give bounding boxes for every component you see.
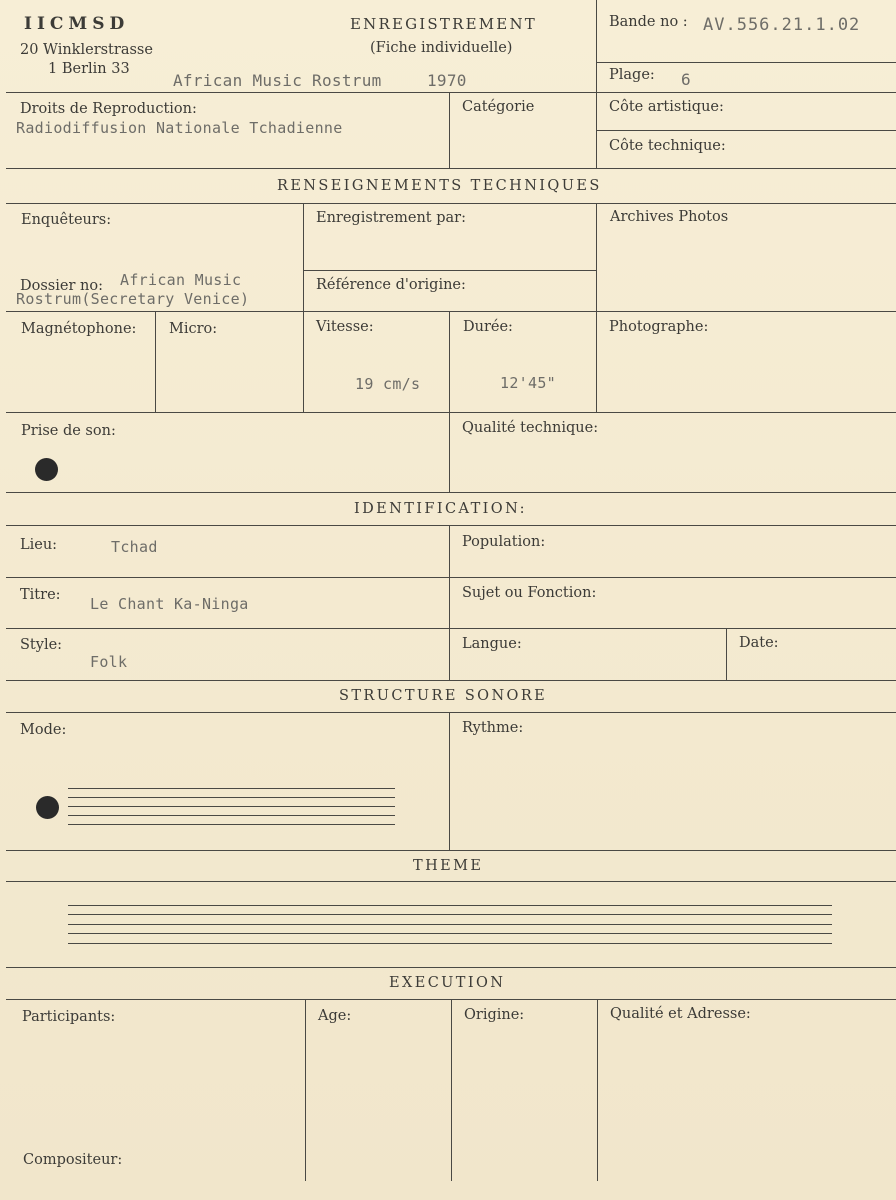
categorie-label: Catégorie bbox=[462, 99, 535, 115]
form-title: ENREGISTREMENT bbox=[350, 15, 537, 33]
divider bbox=[6, 967, 896, 968]
participants-label: Participants: bbox=[22, 1009, 116, 1025]
divider bbox=[596, 62, 896, 63]
mode-music-staff bbox=[68, 788, 395, 828]
divider bbox=[449, 311, 450, 413]
divider bbox=[449, 92, 450, 168]
qualite-technique-label: Qualité technique: bbox=[462, 420, 599, 436]
divider bbox=[6, 311, 896, 312]
divider bbox=[6, 412, 896, 413]
divider bbox=[305, 999, 306, 1181]
divider bbox=[6, 680, 896, 681]
cote-technique-label: Côte technique: bbox=[609, 138, 726, 154]
langue-label: Langue: bbox=[462, 636, 522, 652]
date-label: Date: bbox=[739, 635, 779, 651]
style-label: Style: bbox=[20, 637, 63, 653]
bande-value: AV.556.21.1.02 bbox=[703, 15, 861, 35]
bande-label: Bande no : bbox=[609, 14, 688, 30]
vitesse-value: 19 cm/s bbox=[355, 375, 421, 393]
vitesse-label: Vitesse: bbox=[316, 319, 374, 335]
qualite-adresse-label: Qualité et Adresse: bbox=[610, 1006, 751, 1022]
divider bbox=[303, 270, 596, 271]
form-subtitle: (Fiche individuelle) bbox=[370, 40, 513, 56]
plage-label: Plage: bbox=[609, 67, 655, 83]
rythme-label: Rythme: bbox=[462, 720, 524, 736]
divider bbox=[6, 203, 896, 204]
divider bbox=[6, 577, 896, 578]
dossier-value-line-2: Rostrum(Secretary Venice) bbox=[16, 290, 250, 308]
event-name: African Music Rostrum bbox=[173, 71, 382, 90]
lieu-value: Tchad bbox=[111, 538, 158, 556]
dossier-value-line-1: African Music bbox=[120, 271, 242, 289]
lieu-label: Lieu: bbox=[20, 537, 58, 553]
prise-de-son-label: Prise de son: bbox=[21, 423, 116, 439]
divider bbox=[449, 412, 450, 492]
enqueteurs-label: Enquêteurs: bbox=[21, 212, 112, 228]
duree-label: Durée: bbox=[463, 319, 513, 335]
divider bbox=[155, 311, 156, 413]
origine-label: Origine: bbox=[464, 1007, 525, 1023]
punch-hole bbox=[36, 796, 59, 819]
theme-music-staff bbox=[68, 905, 832, 947]
divider bbox=[596, 0, 597, 168]
enregistrement-par-label: Enregistrement par: bbox=[316, 210, 466, 226]
photographe-label: Photographe: bbox=[609, 319, 709, 335]
sujet-fonction-label: Sujet ou Fonction: bbox=[462, 585, 597, 601]
divider bbox=[449, 712, 450, 850]
divider bbox=[449, 525, 450, 681]
archives-photos-label: Archives Photos bbox=[610, 209, 729, 225]
section-execution: EXECUTION bbox=[389, 975, 506, 991]
magnetophone-label: Magnétophone: bbox=[21, 321, 137, 337]
divider bbox=[6, 881, 896, 882]
divider bbox=[6, 628, 896, 629]
section-renseignements-techniques: RENSEIGNEMENTS TECHNIQUES bbox=[277, 178, 602, 194]
divider bbox=[597, 999, 598, 1181]
divider bbox=[6, 850, 896, 851]
population-label: Population: bbox=[462, 534, 546, 550]
divider bbox=[596, 203, 597, 413]
divider bbox=[6, 525, 896, 526]
org-name: IICMSD bbox=[24, 14, 130, 34]
cote-artistique-label: Côte artistique: bbox=[609, 99, 724, 115]
mode-label: Mode: bbox=[20, 722, 67, 738]
compositeur-label: Compositeur: bbox=[23, 1152, 123, 1168]
divider bbox=[451, 999, 452, 1181]
micro-label: Micro: bbox=[169, 321, 218, 337]
section-theme: THEME bbox=[413, 858, 484, 874]
address-line-1: 20 Winklerstrasse bbox=[20, 42, 153, 58]
punch-hole bbox=[35, 458, 58, 481]
titre-label: Titre: bbox=[20, 587, 61, 603]
divider bbox=[303, 203, 304, 413]
duree-value: 12'45" bbox=[500, 374, 556, 392]
address-line-2: 1 Berlin 33 bbox=[48, 61, 130, 77]
divider bbox=[6, 168, 896, 169]
divider bbox=[6, 492, 896, 493]
reference-origine-label: Référence d'origine: bbox=[316, 277, 466, 293]
droits-value: Radiodiffusion Nationale Tchadienne bbox=[16, 119, 343, 137]
divider bbox=[596, 130, 896, 131]
style-value: Folk bbox=[90, 653, 128, 671]
divider bbox=[6, 712, 896, 713]
divider bbox=[6, 92, 896, 93]
divider bbox=[726, 628, 727, 681]
titre-value: Le Chant Ka-Ninga bbox=[90, 595, 249, 613]
event-year: 1970 bbox=[427, 71, 467, 90]
droits-label: Droits de Reproduction: bbox=[20, 101, 197, 117]
plage-value: 6 bbox=[681, 70, 691, 89]
section-identification: IDENTIFICATION: bbox=[354, 501, 527, 517]
section-structure-sonore: STRUCTURE SONORE bbox=[339, 688, 548, 704]
age-label: Age: bbox=[318, 1008, 352, 1024]
dossier-label: Dossier no: bbox=[20, 278, 103, 294]
